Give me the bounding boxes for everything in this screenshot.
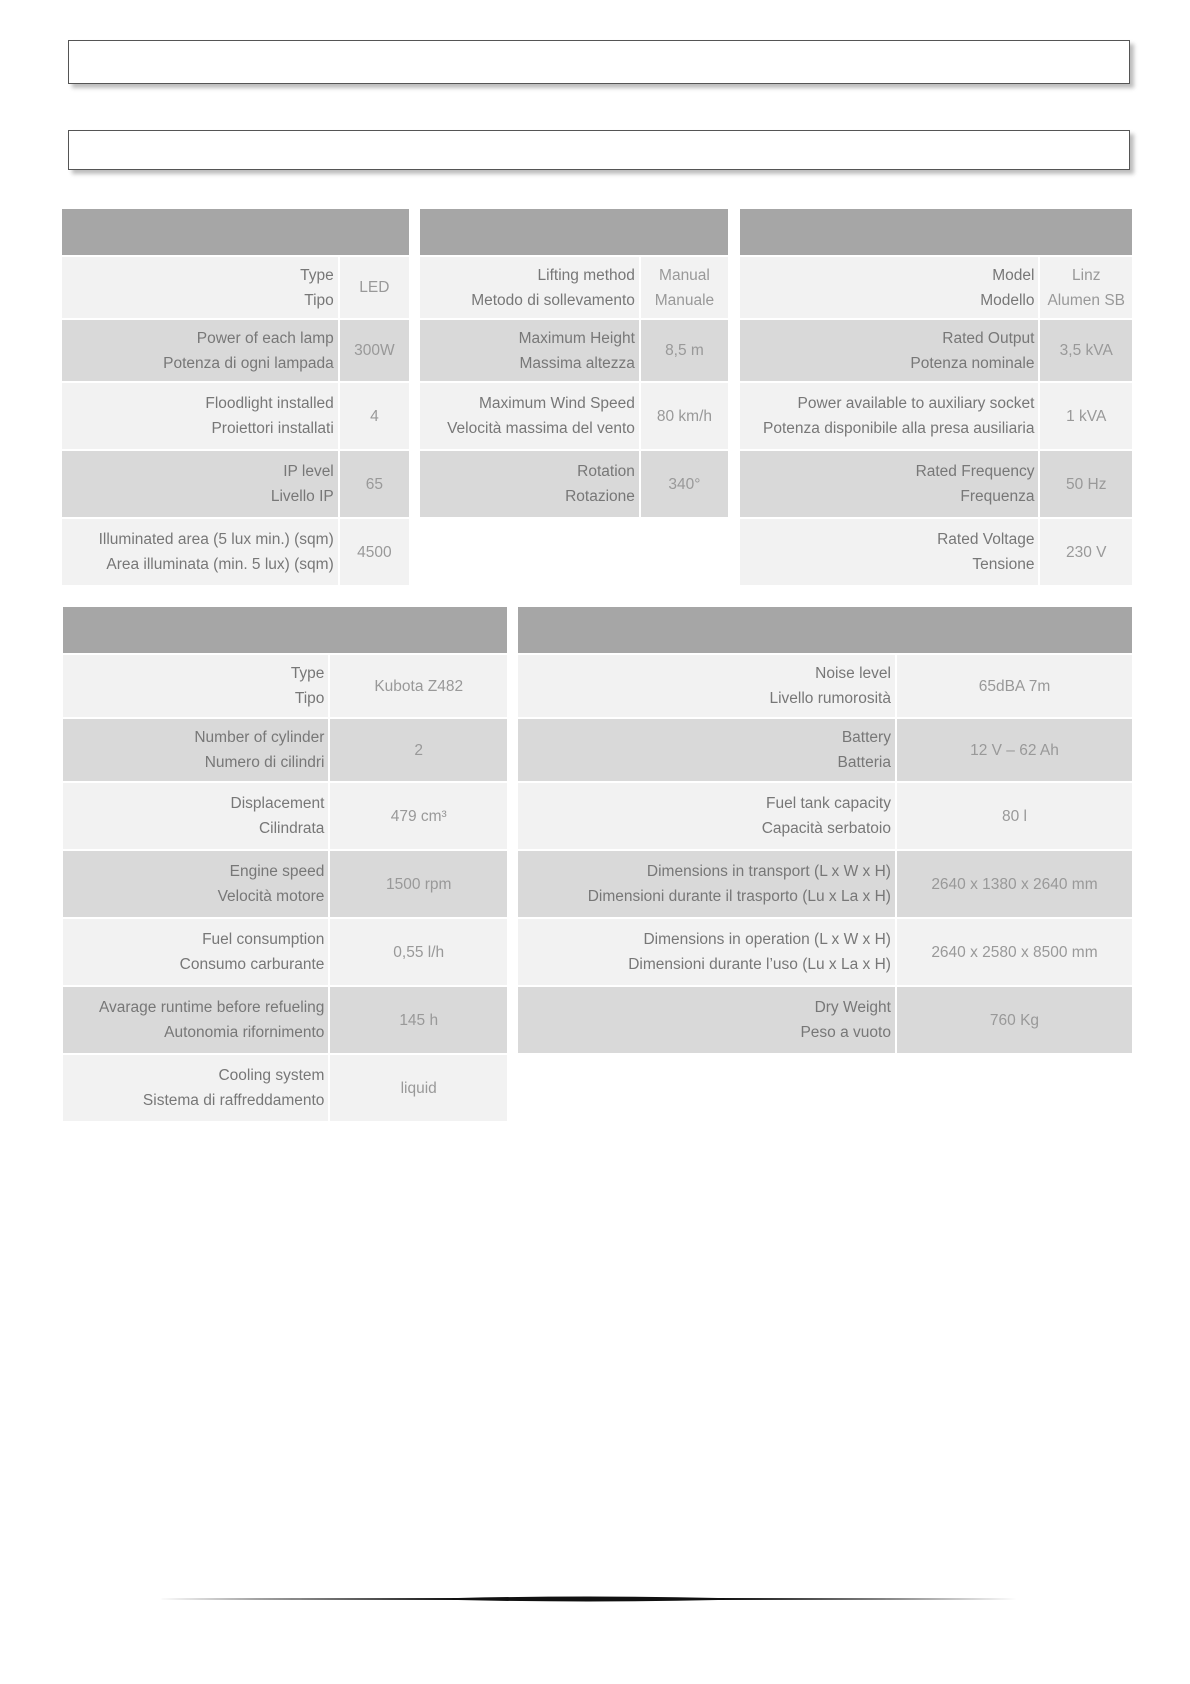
label-italian: Batteria	[837, 754, 891, 771]
value-text: 4	[370, 407, 379, 425]
label-italian: Livello IP	[270, 488, 334, 505]
table-row	[420, 451, 728, 517]
row-label	[420, 320, 639, 381]
row-value	[1040, 320, 1132, 381]
label-english: Fuel tank capacity	[766, 795, 891, 812]
value-text: 145 h	[399, 1011, 439, 1029]
label-english: Cooling system	[218, 1067, 325, 1084]
label-english: Rated Output	[942, 329, 1035, 347]
table-row	[62, 257, 409, 318]
row-label	[518, 851, 895, 917]
row-value	[641, 451, 728, 517]
value-text: 2640 x 1380 x 2640 mm	[931, 875, 1098, 893]
label-english: Avarage runtime before refueling	[98, 999, 325, 1016]
row-label	[62, 451, 338, 517]
label-italian: Velocità massima del vento	[447, 420, 635, 437]
label-italian: Frequenza	[960, 488, 1035, 505]
table-row	[63, 919, 507, 985]
label-english: Illuminated area (5 lux min.) (sqm)	[98, 531, 334, 548]
row-label	[63, 851, 328, 917]
row-label	[62, 519, 338, 585]
table-header-band	[62, 209, 409, 255]
label-italian: Tipo	[304, 291, 334, 309]
label-english: Maximum Wind Speed	[478, 395, 635, 412]
label-italian: Modello	[980, 291, 1035, 309]
row-label	[62, 257, 338, 318]
label-english: Type	[300, 266, 334, 284]
generator-spec-table	[738, 209, 1134, 585]
value-text: LED	[359, 279, 390, 296]
row-label	[62, 320, 338, 381]
value-text: 479 cm³	[390, 807, 447, 825]
value-text: 760 Kg	[989, 1011, 1040, 1029]
label-english: IP level	[283, 463, 334, 480]
table-row	[740, 383, 1132, 449]
row-label	[518, 987, 895, 1053]
value-text: 4500	[357, 543, 392, 561]
row-label	[740, 519, 1038, 585]
table-row	[63, 719, 507, 781]
row-label	[62, 383, 338, 449]
label-italian: Dimensioni durante l’uso (Lu x La x H)	[628, 956, 891, 973]
row-label	[420, 451, 639, 517]
label-english: Rated Voltage	[937, 531, 1035, 548]
value-text-secondary: Alumen SB	[1047, 291, 1125, 309]
row-value	[1040, 383, 1132, 449]
value-text: 0,55 l/h	[393, 943, 445, 961]
row-value	[1040, 519, 1132, 585]
table-row	[62, 519, 409, 585]
label-english: Rotation	[577, 463, 635, 480]
value-text: 2	[414, 741, 424, 759]
row-label	[63, 919, 328, 985]
table-header-band	[518, 607, 1132, 653]
label-english: Power available to auxiliary socket	[797, 395, 1035, 412]
row-label	[740, 320, 1038, 381]
row-label	[420, 257, 639, 318]
row-value	[641, 257, 728, 318]
table-row	[518, 987, 1132, 1053]
table-row	[740, 451, 1132, 517]
row-label	[518, 719, 895, 781]
lighting-spec-table	[60, 209, 411, 585]
label-italian: Cilindrata	[258, 820, 325, 837]
table-header-band	[740, 209, 1132, 255]
table-row	[63, 987, 507, 1053]
row-label	[63, 655, 328, 717]
label-english: Type	[290, 665, 325, 682]
value-text: 1500 rpm	[385, 875, 452, 893]
value-text: 1 kVA	[1066, 407, 1107, 425]
row-value	[897, 851, 1132, 917]
row-value	[641, 320, 728, 381]
table-row	[420, 257, 728, 318]
value-text: 65dBA 7m	[978, 677, 1051, 695]
label-italian: Proiettori installati	[211, 420, 334, 437]
label-english: Battery	[841, 729, 891, 746]
label-italian: Potenza nominale	[910, 354, 1035, 372]
row-label	[518, 783, 895, 849]
label-italian: Capacità serbatoio	[761, 820, 891, 837]
engine-spec-table	[61, 607, 509, 1121]
label-italian: Potenza di ogni lampada	[163, 354, 334, 372]
row-label	[518, 919, 895, 985]
label-italian: Tipo	[294, 690, 325, 707]
table-row	[518, 655, 1132, 717]
label-italian: Potenza disponibile alla presa ausiliaria	[763, 420, 1035, 437]
value-text: 80 l	[1001, 807, 1027, 825]
row-label	[740, 257, 1038, 318]
row-value	[897, 655, 1132, 717]
label-italian: Rotazione	[565, 488, 635, 505]
row-value	[897, 987, 1132, 1053]
label-italian: Area illuminata (min. 5 lux) (sqm)	[106, 556, 334, 573]
value-text: liquid	[400, 1079, 437, 1097]
value-text: 230 V	[1065, 543, 1107, 561]
row-label	[740, 451, 1038, 517]
label-italian: Tensione	[972, 556, 1035, 573]
footer-rule	[158, 1595, 1034, 1603]
mast-spec-table	[418, 209, 730, 517]
row-label	[63, 719, 328, 781]
value-text: Kubota Z482	[374, 677, 464, 695]
value-text: 300W	[354, 342, 395, 359]
row-value	[1040, 451, 1132, 517]
label-english: Maximum Height	[518, 329, 635, 347]
label-english: Displacement	[230, 795, 325, 812]
table-row	[420, 320, 728, 381]
label-italian: Metodo di sollevamento	[471, 291, 635, 309]
table-row	[740, 519, 1132, 585]
table-row	[63, 851, 507, 917]
table-header-band	[420, 209, 728, 255]
table-row	[518, 783, 1132, 849]
table-row	[62, 383, 409, 449]
table-row	[420, 383, 728, 449]
label-english: Dimensions in transport (L x W x H)	[646, 863, 891, 880]
label-english: Model	[992, 266, 1035, 284]
value-text: Linz	[1072, 266, 1101, 284]
row-label	[740, 383, 1038, 449]
value-text: Manual	[659, 266, 710, 284]
row-value	[330, 783, 507, 849]
title-box-2	[68, 130, 1130, 170]
row-value	[340, 383, 409, 449]
label-english: Noise level	[815, 665, 891, 682]
label-italian: Velocità motore	[217, 888, 325, 905]
value-text: 65	[365, 475, 383, 493]
label-english: Fuel consumption	[202, 931, 325, 948]
row-value	[340, 320, 409, 381]
title-box-1	[68, 40, 1130, 84]
label-english: Lifting method	[537, 266, 635, 284]
row-label	[518, 655, 895, 717]
row-value	[1040, 257, 1132, 318]
label-italian: Numero di cilindri	[204, 754, 325, 771]
label-english: Engine speed	[229, 863, 325, 880]
value-text: 50 Hz	[1065, 475, 1107, 493]
row-value	[330, 851, 507, 917]
label-english: Floodlight installed	[205, 395, 334, 412]
row-value	[897, 719, 1132, 781]
table-row	[740, 257, 1132, 318]
table-row	[63, 655, 507, 717]
value-text-secondary: Manuale	[654, 291, 715, 309]
row-value	[330, 719, 507, 781]
table-row	[63, 1055, 507, 1121]
row-value	[897, 783, 1132, 849]
value-text: 8,5 m	[665, 342, 704, 359]
row-value	[340, 519, 409, 585]
row-value	[330, 919, 507, 985]
label-english: Number of cylinder	[194, 729, 325, 746]
table-row	[518, 919, 1132, 985]
row-value	[330, 1055, 507, 1121]
value-text: 80 km/h	[656, 407, 713, 425]
table-row	[518, 851, 1132, 917]
label-italian: Massima altezza	[519, 354, 635, 372]
row-value	[340, 257, 409, 318]
label-italian: Dimensioni durante il trasporto (Lu x La x H)	[587, 888, 891, 905]
row-label	[63, 783, 328, 849]
row-value	[641, 383, 728, 449]
row-value	[897, 919, 1132, 985]
value-text: 340°	[668, 475, 701, 493]
table-row	[62, 451, 409, 517]
table-row	[62, 320, 409, 381]
row-value	[330, 655, 507, 717]
general-spec-table	[516, 607, 1134, 1053]
value-text: 2640 x 2580 x 8500 mm	[931, 943, 1098, 961]
row-label	[420, 383, 639, 449]
label-italian: Autonomia rifornimento	[164, 1024, 325, 1041]
value-text: 3,5 kVA	[1059, 342, 1113, 359]
row-label	[63, 1055, 328, 1121]
row-label	[63, 987, 328, 1053]
label-english: Dry Weight	[814, 999, 891, 1016]
table-row	[740, 320, 1132, 381]
label-italian: Livello rumorosità	[769, 690, 891, 707]
row-value	[330, 987, 507, 1053]
value-text: 12 V – 62 Ah	[970, 741, 1059, 759]
label-english: Power of each lamp	[196, 329, 334, 347]
table-header-band	[63, 607, 507, 653]
label-english: Dimensions in operation (L x W x H)	[643, 931, 891, 948]
label-italian: Consumo carburante	[179, 956, 325, 973]
label-italian: Sistema di raffreddamento	[142, 1092, 325, 1109]
label-italian: Peso a vuoto	[800, 1024, 891, 1041]
row-value	[340, 451, 409, 517]
table-row	[518, 719, 1132, 781]
table-row	[63, 783, 507, 849]
label-english: Rated Frequency	[915, 463, 1035, 480]
